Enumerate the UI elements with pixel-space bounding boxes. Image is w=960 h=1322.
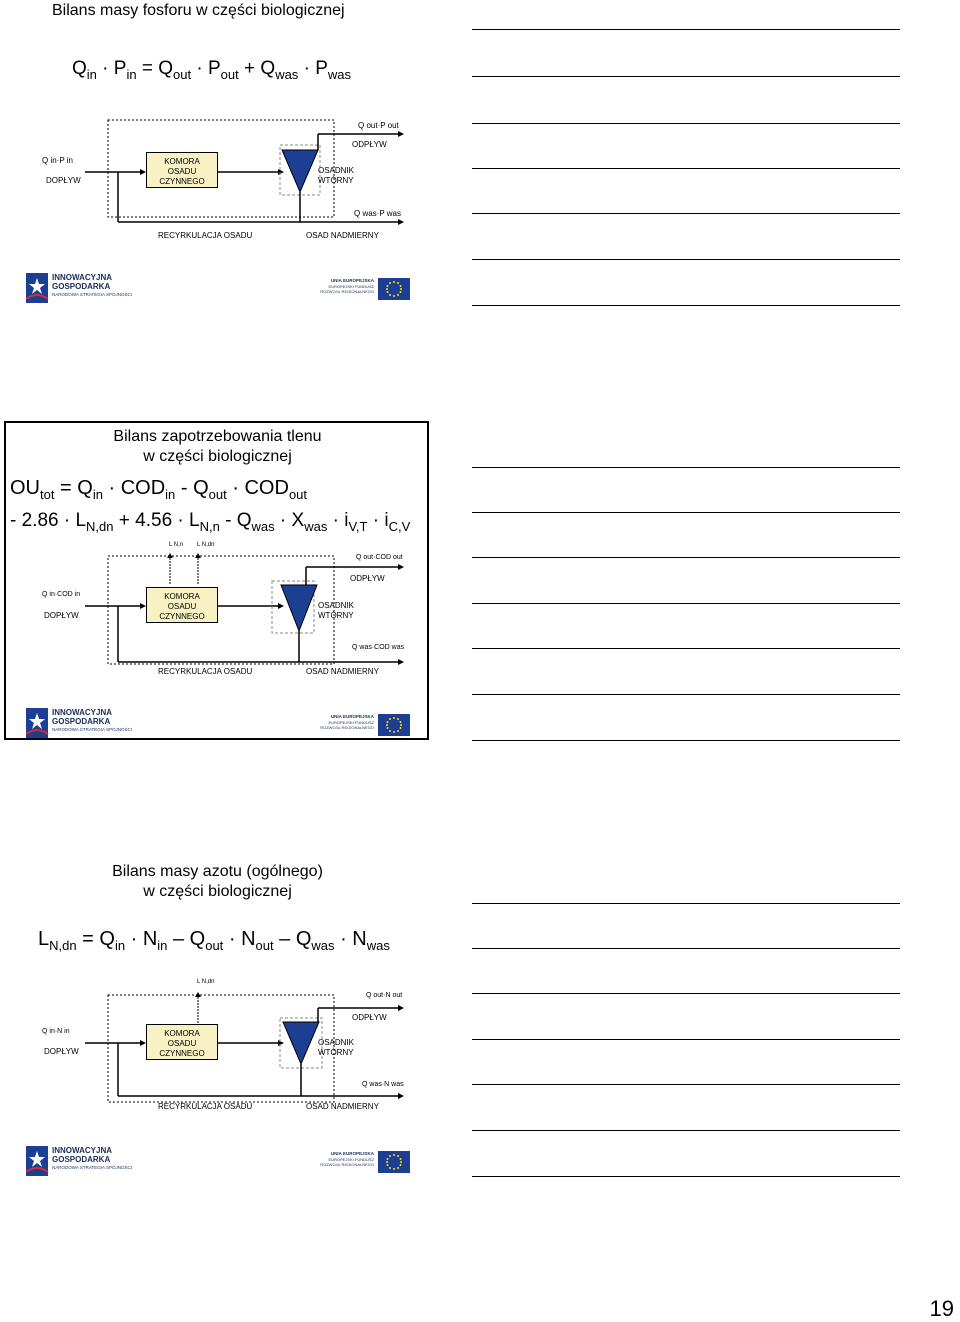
note-line	[472, 557, 900, 558]
recirculation-label: RECYRKULACJA OSADU	[158, 231, 253, 240]
page-number: 19	[929, 1296, 954, 1321]
inflow-label: Q in·N in	[42, 1028, 70, 1035]
activated-sludge-tank: KOMORA OSADU CZYNNEGO	[146, 152, 218, 188]
note-line	[472, 213, 900, 214]
note-line	[472, 76, 900, 77]
excess-sludge-label: OSAD NADMIERNY	[306, 231, 379, 240]
eu-flag-icon	[378, 1151, 410, 1173]
settler-icon	[281, 585, 317, 631]
settler-icon	[282, 150, 318, 192]
was-label: Q was·COD was	[352, 644, 405, 651]
recirculation-label: RECYRKULACJA OSADU	[158, 1102, 253, 1111]
settler-label: OSADNIK WTÓRNY	[318, 601, 355, 620]
note-line	[472, 305, 900, 306]
outflow-bottom-label: ODPŁYW	[352, 1013, 387, 1022]
note-line	[472, 512, 900, 513]
recirculation-label: RECYRKULACJA OSADU	[158, 667, 253, 676]
ig-logo: INNOWACYJNA GOSPODARKA NARODOWA STRATEGIA SPÓJNOŚCI	[26, 708, 146, 738]
note-line	[472, 648, 900, 649]
equation-line2: - $2.86 \cdot L_{N,dn} + 4.56 \cdot L_{N,n} - Q_{was} \cdot X_{was} \cdot i_{V,T} \cdot i_{C,V}$	[10, 510, 411, 534]
was-label: Q was·N was	[362, 1081, 404, 1088]
outflow-label: Q out·P out	[358, 121, 399, 130]
slide-title: Bilans masy azotu (ogólnego) w części biologicznej	[112, 863, 323, 900]
arrow-label-lnn: L N,n	[169, 542, 184, 548]
activated-sludge-tank: KOMORA OSADU CZYNNEGO	[146, 587, 218, 623]
slide-title: Bilans zapotrzebowania tlenu w części biologicznej	[113, 428, 322, 465]
outflow-bottom-label: ODPŁYW	[352, 140, 387, 149]
outflow-bottom-label: ODPŁYW	[350, 574, 385, 583]
note-line	[472, 993, 900, 994]
process-diagram	[0, 858, 440, 1188]
outflow-label: Q out·N out	[366, 992, 403, 999]
inflow-label: Q in·COD in	[42, 591, 81, 598]
star-logo-icon	[26, 708, 50, 738]
settler-icon	[283, 1022, 319, 1064]
settler-label: OSADNIK WTÓRNY	[318, 166, 355, 185]
eu-logo: UNIA EUROPEJSKA EUROPEJSKI FUNDUSZ ROZWOJU REGIONALNEGO	[320, 714, 410, 736]
ig-logo: INNOWACYJNA GOSPODARKA NARODOWA STRATEGIA SPÓJNOŚCI	[26, 1146, 146, 1176]
eu-flag-icon	[378, 278, 410, 300]
note-line	[472, 1039, 900, 1040]
note-line	[472, 1084, 900, 1085]
excess-sludge-label: OSAD NADMIERNY	[306, 667, 379, 676]
star-logo-icon	[26, 1146, 50, 1176]
equation-line1: $OU_{tot} = Q_{in} \cdot COD_{in} - Q_{out} \cdot COD_{out}$	[10, 477, 308, 502]
was-label: Q was·P was	[354, 209, 401, 218]
note-line	[472, 1130, 900, 1131]
note-line	[472, 740, 900, 741]
equation: $Q_{in} \cdot P_{in} = Q_{out} \cdot P_{out} + Q_{was} \cdot P_{was}$	[72, 58, 351, 82]
note-line	[472, 123, 900, 124]
slide-oxygen	[0, 421, 440, 741]
note-line	[472, 259, 900, 260]
inflow-bottom-label: DOPŁYW	[44, 611, 79, 620]
note-line	[472, 1176, 900, 1177]
star-logo-icon	[26, 273, 50, 303]
note-line	[472, 467, 900, 468]
note-line	[472, 694, 900, 695]
settler-label: OSADNIK WTÓRNY	[318, 1038, 355, 1057]
note-line	[472, 168, 900, 169]
note-line	[472, 603, 900, 604]
inflow-bottom-label: DOPŁYW	[46, 176, 81, 185]
ig-logo: INNOWACYJNA GOSPODARKA NARODOWA STRATEGIA SPÓJNOŚCI	[26, 273, 146, 303]
inflow-bottom-label: DOPŁYW	[44, 1047, 79, 1056]
note-line	[472, 29, 900, 30]
excess-sludge-label: OSAD NADMIERNY	[306, 1102, 379, 1111]
note-line	[472, 948, 900, 949]
activated-sludge-tank: KOMORA OSADU CZYNNEGO	[146, 1024, 218, 1060]
eu-logo: UNIA EUROPEJSKA EUROPEJSKI FUNDUSZ ROZWOJU REGIONALNEGO	[320, 1151, 410, 1173]
slide-title: Bilans masy fosforu w części biologicznej	[52, 2, 345, 19]
slide-phosphorus	[0, 0, 440, 320]
equation: $L_{N,dn} = Q_{in} \cdot N_{in} - Q_{out} \cdot N_{out} - Q_{was} \cdot N_{was}$	[38, 928, 390, 953]
note-line	[472, 903, 900, 904]
arrow-label-lndn: L N,dn	[197, 542, 215, 548]
eu-logo: UNIA EUROPEJSKA EUROPEJSKI FUNDUSZ ROZWOJU REGIONALNEGO	[320, 278, 410, 300]
outflow-label: Q out·COD out	[356, 554, 403, 561]
inflow-label: Q in·P in	[42, 156, 73, 165]
arrow-label-lndn: L N,dn	[197, 979, 215, 985]
slide-nitrogen	[0, 858, 440, 1188]
eu-flag-icon	[378, 714, 410, 736]
